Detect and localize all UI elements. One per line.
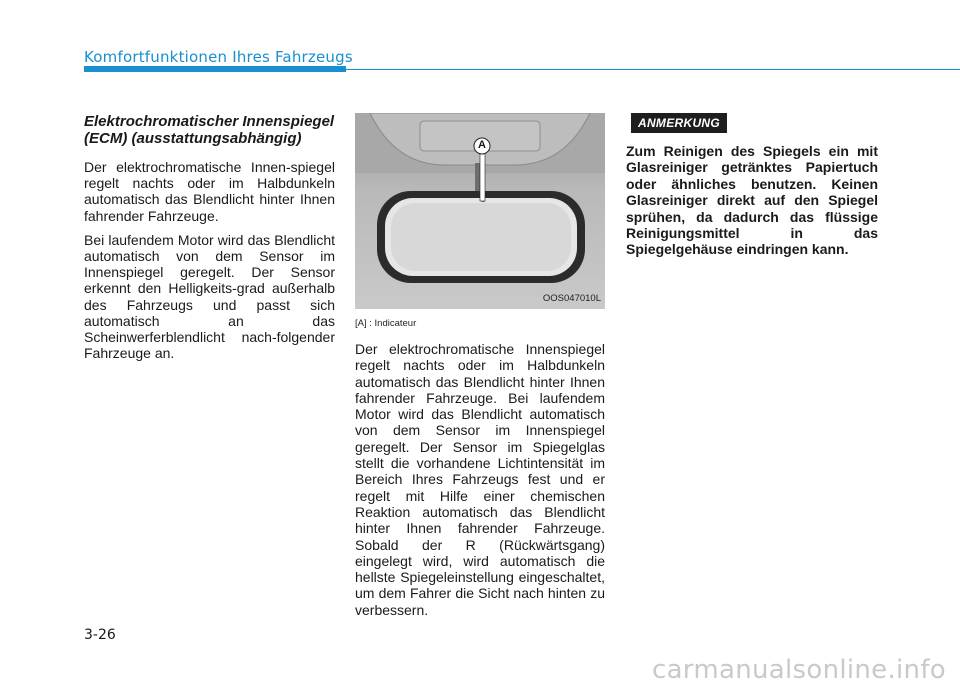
section-heading: Elektrochromatischer Innenspiegel (ECM) (ausstattungsabhängig) <box>84 113 335 147</box>
marker-label: A <box>478 139 486 151</box>
section-header-title: Komfortfunktionen Ihres Fahrzeugs <box>84 48 353 66</box>
figure-code: OOS047010L <box>542 293 601 304</box>
right-column <box>626 113 878 258</box>
middle-paragraph: Der elektrochromatische Innenspiegel regelt nachts oder im Halbdunkeln automatisch das Blendlicht hinter Ihnen fahrender Fahrzeuge. Bei laufendem Motor wird das Blendlicht automatisch von dem Sensor im Innenspiegel geregelt. Der Sensor im Spiegelglas stellt die vorhandene Lichtintensität im Bereich Ihres Fahrzeugs fest und er regelt mit Hilfe einer chemischen Reaktion automatisch das Blendlicht hinter Ihnen fahrender Fahrzeuge. Sobald der R (Rückwärtsgang) eingelegt wird, wird automatisch die hellste Spiegeleinstellung eingeschaltet, um dem Fahrer die Sicht nach hinten zu verbessern. <box>355 341 605 618</box>
paragraph-1: Der elektrochromatische Innen-spiegel regelt nachts oder im Halbdunkeln automatisch das Blendlicht hinter Ihnen fahrender Fahrzeuge. <box>84 159 335 224</box>
left-column <box>84 113 335 369</box>
figure-caption: [A] : Indicateur <box>355 318 417 329</box>
note-text: Zum Reinigen des Spiegels ein mit Glasreiniger getränktes Papiertuch oder ähnliches benutzen. Keinen Glasreiniger direkt auf den Spiegel sprühen, da dadurch das flüssige Reinigungsmittel in das Spiegelgehäuse eindringen kann. <box>626 143 878 258</box>
paragraph-2: Bei laufendem Motor wird das Blendlicht automatisch von dem Sensor im Innenspiegel geregelt. Der Sensor erkennt den Helligkeits-grad außerhalb des Fahrzeugs und passt sich automatisch an das Scheinwerferblendlicht nach-folgender Fahrzeuge an. <box>84 231 335 362</box>
page-number: 3-26 <box>84 627 116 643</box>
watermark: carmanualsonline.info <box>651 655 946 685</box>
header-accent-bar <box>84 66 346 72</box>
mirror-photo <box>355 113 605 309</box>
middle-column <box>355 113 605 618</box>
header-rule <box>346 69 960 70</box>
note-badge: ANMERKUNG <box>631 113 727 133</box>
